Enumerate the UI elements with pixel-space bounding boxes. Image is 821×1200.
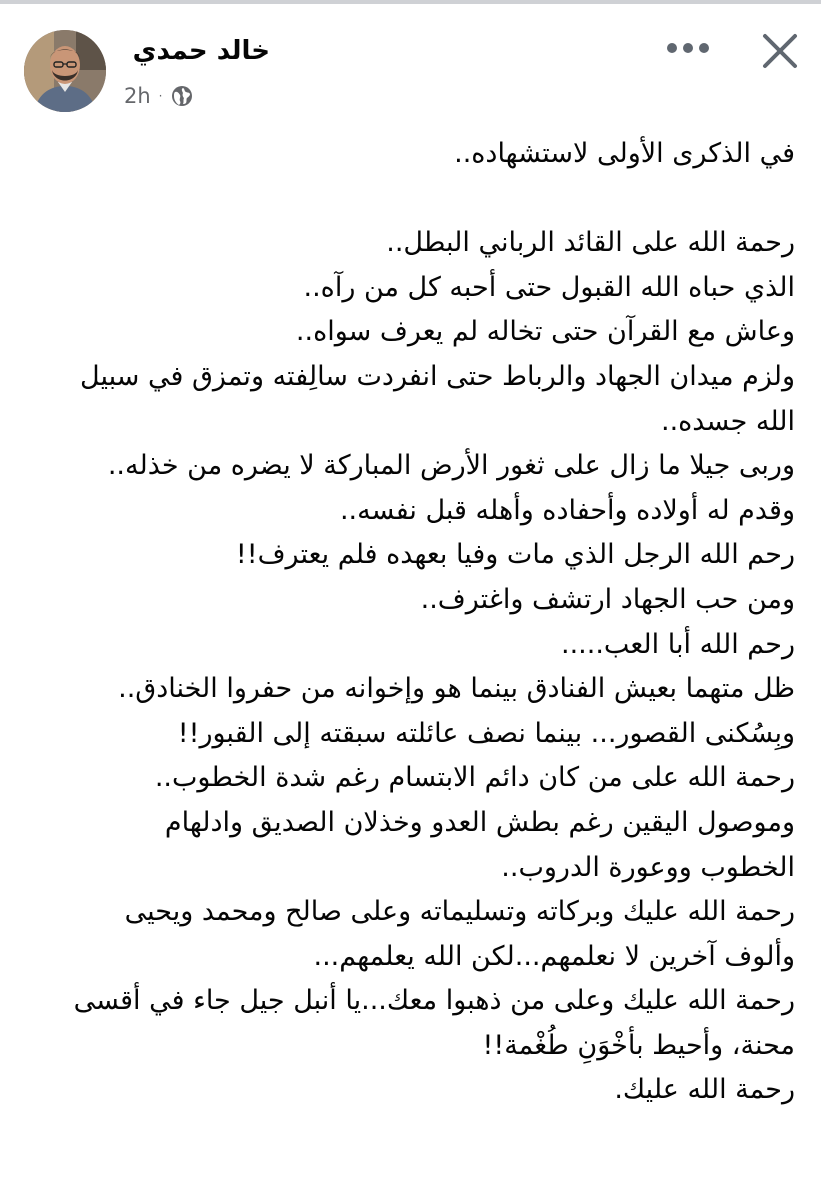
post-line: وموصول اليقين رغم بطش العدو وخذلان الصديق وادلهام [164, 806, 795, 838]
post-line [20, 177, 795, 222]
post-meta-separator: · [158, 89, 163, 103]
post-line: محنة، وأحيط بأخْوَنِ طُغْمة!! [482, 1029, 795, 1061]
more-options-button[interactable] [660, 28, 716, 68]
post-line: رحمة الله عليك وبركاته وتسليماته وعلى صالح ومحمد ويحيى [124, 896, 795, 928]
more-options-icon [666, 42, 710, 54]
post-line: رحم الله أبا العب..... [560, 628, 795, 660]
post-header [0, 4, 821, 114]
globe-icon[interactable] [171, 85, 193, 107]
post-line: رحم الله الرجل الذي مات وفيا بعهده فلم يعترف!! [235, 539, 795, 571]
post-timestamp[interactable]: 2h [124, 84, 151, 108]
post-line: رحمة الله عليك. [614, 1074, 795, 1106]
post-line: وألوف آخرين لا نعلمهم...لكن الله يعلمهم... [313, 940, 795, 972]
post-line: وعاش مع القرآن حتى تخاله لم يعرف سواه.. [295, 316, 795, 348]
post-text [20, 132, 795, 1113]
post-line: الله جسده.. [661, 405, 795, 437]
close-icon [762, 33, 798, 69]
post-line: وقدم له أولاده وأحفاده وأهله قبل نفسه.. [339, 494, 795, 526]
close-button[interactable] [755, 26, 805, 76]
post-line: الخطوب ووعورة الدروب.. [501, 851, 795, 883]
post-line: ظل متهما بعيش الفنادق بينما هو وإخوانه من حفروا الخنادق.. [118, 673, 795, 705]
avatar[interactable] [24, 30, 106, 112]
post-line: في الذكرى الأولى لاستشهاده.. [454, 138, 795, 169]
post-line: ولزم ميدان الجهاد والرباط حتى انفردت سالِفته وتمزق في سبيل [80, 360, 795, 392]
post-meta [124, 84, 193, 108]
post-line: رحمة الله عليك وعلى من ذهبوا معك...يا أنبل جيل جاء في أقسى [73, 985, 795, 1017]
post-line: وربى جيلا ما زال على ثغور الأرض المباركة لا يضره من خذله.. [107, 450, 795, 482]
author-name[interactable]: خالد حمدي [132, 36, 270, 66]
post-line: الذي حباه الله القبول حتى أحبه كل من رآه.. [303, 271, 795, 303]
post-line: وبِسُكنى القصور... بينما نصف عائلته سبقته إلى القبور!! [177, 717, 795, 749]
post-line: ومن حب الجهاد ارتشف واغترف.. [420, 583, 795, 615]
avatar-photo [24, 30, 106, 112]
post-line: رحمة الله على من كان دائم الابتسام رغم شدة الخطوب.. [154, 762, 795, 794]
post-line: رحمة الله على القائد الرباني البطل.. [386, 227, 795, 259]
